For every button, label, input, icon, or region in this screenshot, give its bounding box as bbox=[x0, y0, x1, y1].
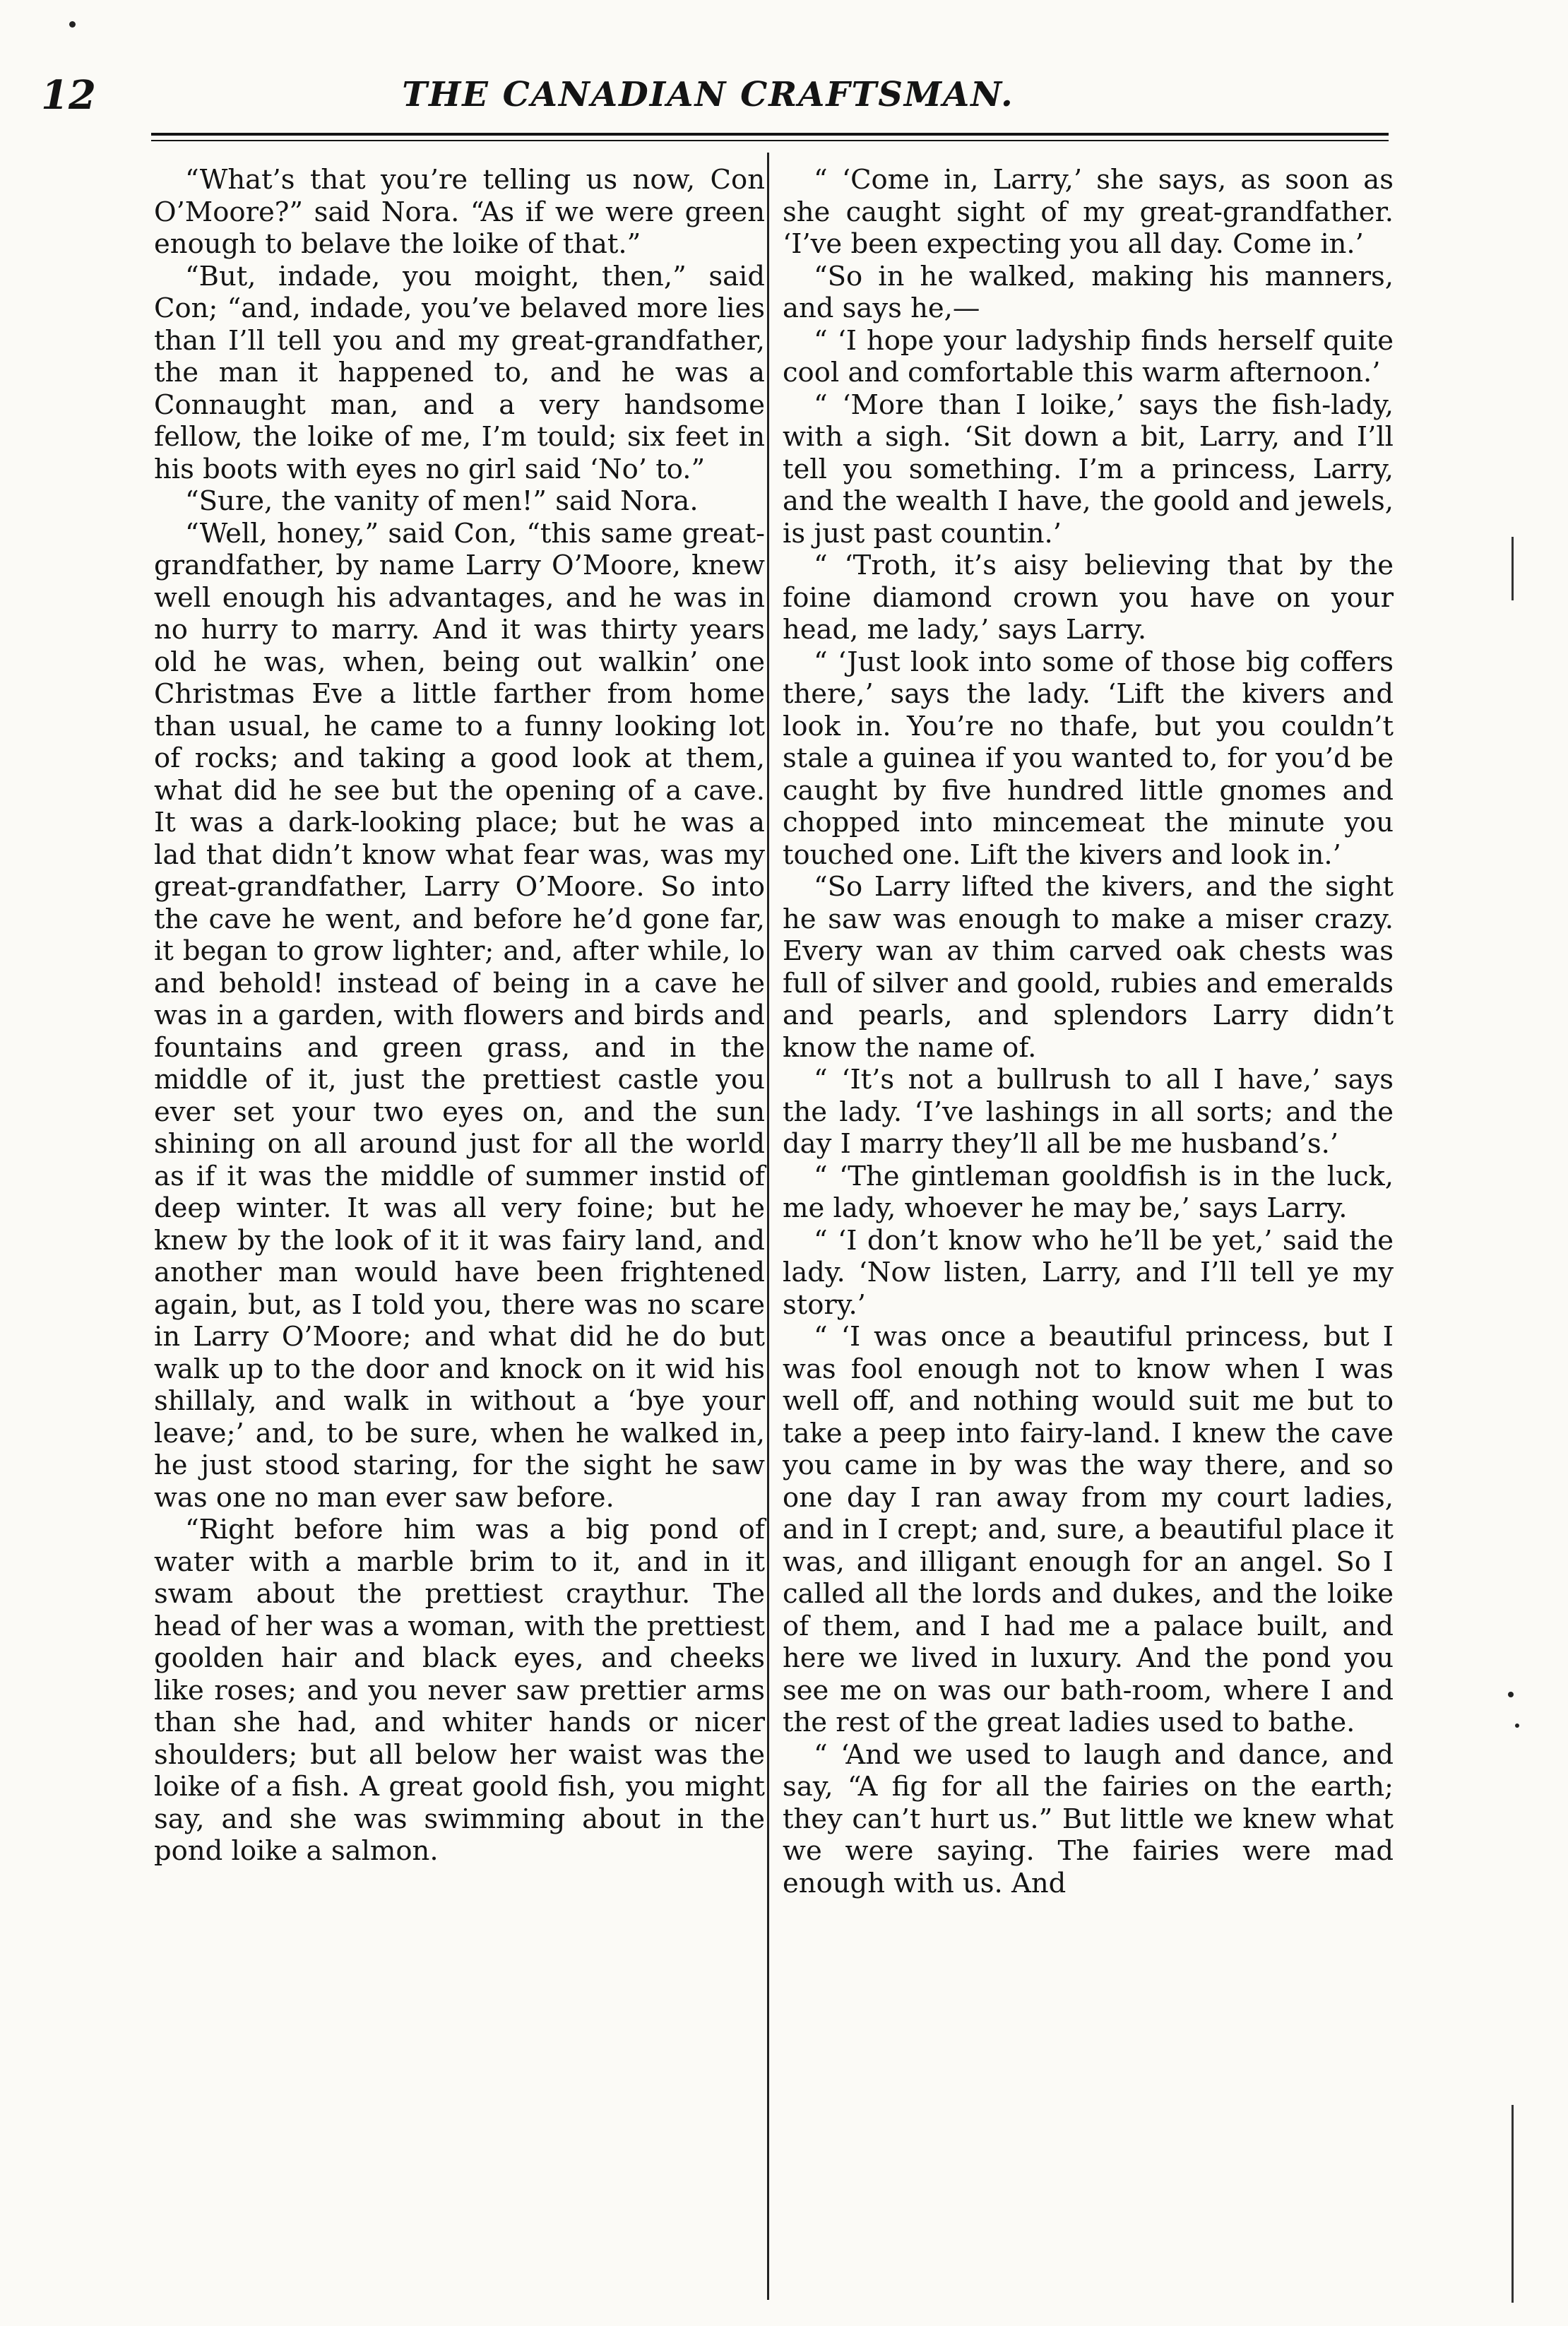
paragraph: “ ‘Come in, Larry,’ she says, as soon as she caught sight of my great-grandfather. ‘I’ve been expecting you all day. Come in.’ bbox=[783, 164, 1394, 260]
right-column bbox=[783, 164, 1394, 1899]
scan-edge-mark bbox=[1511, 2105, 1514, 2303]
paragraph: “ ‘It’s not a bullrush to all I have,’ says the lady. ‘I’ve lashings in all sorts; and the day I marry they’ll all be me husband’s.’ bbox=[783, 1064, 1394, 1160]
paragraph: “ ‘I was once a beautiful princess, but I was fool enough not to know when I was well off, and nothing would suit me but to take a peep into fairy-land. I knew the cave you came in by was the way there, and so one day I ran away from my court ladies, and in I crept; and, sure, a beautiful place it was, and illigant enough for an angel. So I called all the lords and dukes, and the loike of them, and I had me a palace built, and here we lived in luxury. And the pond you see me on was our bath-room, where I and the rest of the great ladies used to bathe. bbox=[783, 1321, 1394, 1738]
scan-edge-mark bbox=[1511, 537, 1514, 600]
paragraph: “Sure, the vanity of men!” said Nora. bbox=[185, 485, 699, 517]
paragraph: “ ‘And we used to laugh and dance, and say, “A fig for all the fairies on the earth; they can’t hurt us.” But little we knew what we were saying. The fairies were mad enough with us. And bbox=[783, 1738, 1394, 1899]
left-column bbox=[154, 164, 765, 1868]
scan-speck bbox=[1515, 1723, 1519, 1728]
paragraph: “Well, honey,” said Con, “this same great-grandfather, by name Larry O’Moore, knew well enough his advantages, and he was in no hurry to marry. And it was thirty years old he was, when, being out walkin’ one Christmas Eve a little farther from home than usual, he came to a funny looking lot of rocks; and taking a good look at them, what did he see but the opening of a cave. It was a dark-looking place; but he was a lad that didn’t know what fear was, was my great-grandfather, Larry O’Moore. So into the cave he went, and before he’d gone far, it began to grow lighter; and, after while, lo and behold! instead of being in a cave he was in a garden, with flowers and birds and fountains and green grass, and in the middle of it, just the prettiest castle you ever set your two eyes on, and the sun shining on all around just for all the world as if it was the middle of summer instid of deep winter. It was all very foine; but he knew by the look of it it was fairy land, and another man would have been frightened again, but, as I told you, there was no scare in Larry O’Moore; and what did he do but walk up to the door and knock on it wid his shillaly, and walk in without a ‘bye your leave;’ and, to be sure, when he walked in, he just stood staring, for the sight he saw was one no man ever saw before. bbox=[154, 517, 765, 1514]
paragraph: “What’s that you’re telling us now, Con O’Moore?” said Nora. “As if we were green enough to belave the loike of that.” bbox=[154, 164, 765, 260]
paragraph: “Right before him was a big pond of water with a marble brim to it, and in it swam about the prettiest craythur. The head of her was a woman, with the prettiest goolden hair and black eyes, and cheeks like roses; and you never saw prettier arms than she had, and whiter hands or nicer shoulders; but all below her waist was the loike of a fish. A great goold fish, you might say, and she was swimming about in the pond loike a salmon. bbox=[154, 1514, 765, 1867]
paragraph: “ ‘I don’t know who he’ll be yet,’ said the lady. ‘Now listen, Larry, and I’ll tell ye my story.’ bbox=[783, 1224, 1394, 1321]
paragraph: “ ‘Troth, it’s aisy believing that by the foine diamond crown you have on your head, me lady,’ says Larry. bbox=[783, 550, 1394, 646]
header-rule-thick bbox=[151, 133, 1389, 136]
paragraph: “But, indade, you moight, then,” said Con; “and, indade, you’ve belaved more lies than I’ll tell you and my great-grandfather, the man it happened to, and he was a Connaught man, and a very handsome fellow, the loike of me, I’m tould; six feet in his boots with eyes no girl said ‘No’ to.” bbox=[154, 260, 765, 485]
scan-speck bbox=[69, 21, 76, 28]
scan-speck bbox=[1508, 1692, 1514, 1697]
paragraph: “ ‘Just look into some of those big coffers there,’ says the lady. ‘Lift the kivers and look in. You’re no thafe, but you couldn’t stale a guinea if you wanted to, for you’d be caught by five hundred little gnomes and chopped into mincemeat the minute you touched one. Lift the kivers and look in.’ bbox=[783, 646, 1394, 871]
paragraph: “So Larry lifted the kivers, and the sight he saw was enough to make a miser crazy. Every wan av thim carved oak chests was full of silver and goold, rubies and emeralds and pearls, and splendors Larry didn’t know the name of. bbox=[783, 871, 1394, 1064]
paragraph: “ ‘The gintleman gooldfish is in the luck, me lady, whoever he may be,’ says Larry. bbox=[783, 1160, 1394, 1224]
page-number: 12 bbox=[41, 72, 96, 119]
column-divider bbox=[767, 153, 769, 2300]
header-rule-thin bbox=[151, 140, 1389, 141]
paragraph: “So in he walked, making his manners, and says he,— bbox=[783, 260, 1394, 324]
paragraph: “ ‘I hope your ladyship finds herself quite cool and comfortable this warm afternoon.’ bbox=[783, 324, 1394, 388]
running-title: THE CANADIAN CRAFTSMAN. bbox=[402, 75, 1014, 114]
paragraph: “ ‘More than I loike,’ says the fish-lady, with a sigh. ‘Sit down a bit, Larry, and I’ll tell you something. I’m a princess, Larry, and the wealth I have, the goold and jewels, is just past countin.’ bbox=[783, 388, 1394, 550]
page-header bbox=[28, 65, 1388, 129]
